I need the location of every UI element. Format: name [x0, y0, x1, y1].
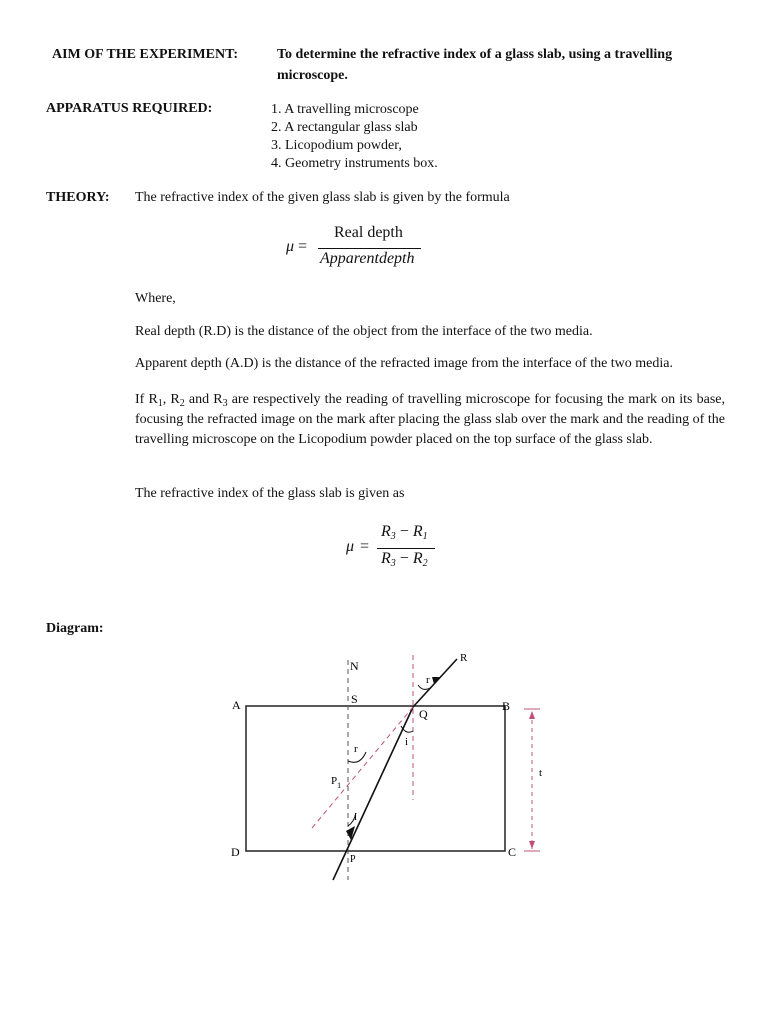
- point-s-label: S: [351, 692, 358, 706]
- readings-paragraph: If $R_1$, $R_2$ and $R_3$ are respectively the reading of travelling microscope for focusing the mark on its base, focusing the refracted image on the mark after placing the glass slab over the mark and the reading of the travelling microscope on the Licopodium powder placed on the top surface of the glass slab.: [135, 392, 725, 447]
- apparatus-item: 3. Licopodium powder,: [271, 138, 402, 153]
- aim-label: AIM OF THE EXPERIMENT:: [52, 47, 239, 62]
- equals-sign: =: [298, 238, 308, 255]
- point-c-label: C: [508, 845, 517, 859]
- aim-text-line2: microscope.: [277, 68, 348, 83]
- aim-text-line1: To determine the refractive index of a glass slab, using a travelling: [277, 47, 673, 62]
- diagram-label: Diagram:: [46, 621, 104, 636]
- mu-symbol: μ: [346, 538, 355, 555]
- point-q-label: Q: [419, 707, 428, 721]
- angle-i-low-label: i: [354, 811, 358, 823]
- apparatus-item: 1. A travelling microscope: [271, 102, 419, 117]
- apparent-depth-definition: Apparent depth (A.D) is the distance of the refracted image from the interface of the two media.: [135, 356, 674, 371]
- apparatus-item: 2. A rectangular glass slab: [271, 120, 418, 135]
- apparatus-label: APPARATUS REQUIRED:: [46, 101, 213, 116]
- formula1-numerator: Real depth: [334, 224, 403, 241]
- theory-label: THEORY:: [46, 190, 110, 205]
- point-r-label: R: [460, 652, 468, 664]
- mu-symbol: μ: [286, 238, 295, 255]
- ray-arrow-inside: [346, 826, 355, 840]
- where-text: Where,: [135, 291, 176, 306]
- glass-slab: [246, 706, 505, 851]
- angle-arc-i-top: [401, 726, 413, 732]
- point-p1-label: $P_1$: [331, 775, 342, 790]
- ray-arrow-outside: [432, 677, 441, 684]
- theory-intro: The refractive index of the given glass slab is given by the formula: [135, 190, 510, 205]
- refracted-ray: [333, 707, 413, 880]
- thickness-arrow-down: [529, 841, 535, 849]
- formula1-denominator: Apparentdepth: [320, 250, 415, 267]
- point-p-label: P: [350, 854, 356, 865]
- formula2-denominator: $R_3 - R_2$: [381, 550, 428, 569]
- equals-sign: =: [360, 538, 370, 555]
- point-b-label: B: [502, 699, 511, 713]
- thickness-arrow-up: [529, 711, 535, 719]
- given-as-text: The refractive index of the glass slab is given as: [135, 486, 405, 501]
- angle-r-top-label: r: [426, 674, 430, 686]
- thickness-t-label: t: [539, 767, 543, 779]
- virtual-ray: [312, 707, 413, 828]
- apparatus-item: 4. Geometry instruments box.: [271, 156, 438, 171]
- point-a-label: A: [232, 698, 241, 712]
- formula2-numerator: $R_3 - R_1$: [381, 523, 428, 542]
- angle-i-mid-label: i: [405, 736, 409, 748]
- point-d-label: D: [231, 845, 240, 859]
- real-depth-definition: Real depth (R.D) is the distance of the object from the interface of the two media.: [135, 324, 593, 339]
- point-n-label: N: [350, 659, 359, 673]
- angle-r-mid-label: r: [354, 743, 358, 755]
